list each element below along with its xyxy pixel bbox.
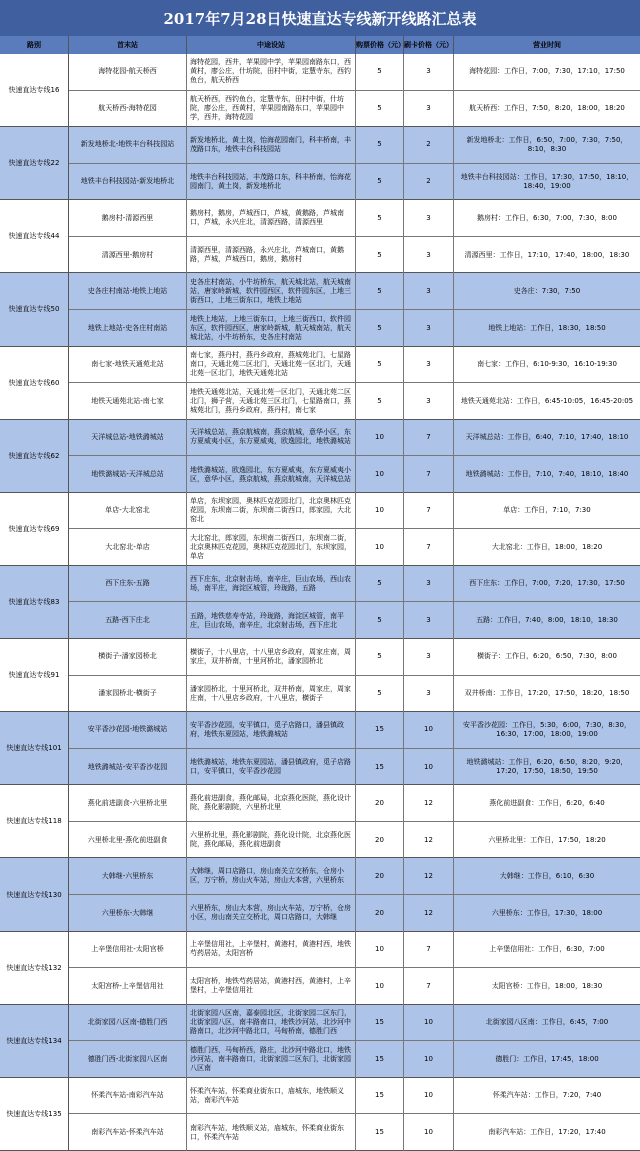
header-stops: 中途设站 (187, 36, 356, 54)
table-row (69, 91, 640, 128)
ticket-price-cell: 5 (356, 310, 404, 347)
ticket-price-cell: 5 (356, 54, 404, 90)
terminals-cell: 地铁天通苑北站-南七家 (69, 383, 187, 420)
card-price-cell: 3 (404, 347, 454, 383)
table-row (69, 493, 640, 530)
card-price-cell: 3 (404, 273, 454, 309)
card-price-cell: 3 (404, 54, 454, 90)
stops-cell: 安平香沙花园，安平镇口，觅子店路口，潘县镇政府，地铁东夏园站，地铁潞城站 (187, 712, 356, 748)
table-row (69, 785, 640, 822)
hours-cell: 德胜门：工作日，17:45，18:00 (495, 1055, 599, 1064)
ticket-price-cell: 20 (356, 822, 404, 859)
hours-cell: 海特花园：工作日，7:00，7:30，17:10，17:50 (469, 67, 625, 76)
ticket-price-cell: 10 (356, 493, 404, 529)
table-row (69, 164, 640, 201)
stops-cell: 六里桥东，房山大本营，房山火车站，万宁桥，仓房小区，房山南关立交桥北，周口店路口，大韩继 (187, 895, 356, 932)
header-route: 路别 (0, 36, 69, 54)
hours-cell: 横街子：工作日，6:20，6:50，7:30，8:00 (477, 652, 617, 661)
hours-cell: 安平香沙花园：工作日，5:30，6:00，7:30，8:30，16:30，17:00，18:00，19:00 (463, 720, 631, 738)
card-price-cell: 12 (404, 858, 454, 894)
route-group (0, 785, 640, 858)
terminals-cell: 安平香沙花园-地铁潞城站 (69, 712, 187, 748)
hours-cell: 清源西里：工作日，17:10，17:40，18:00，18:30 (464, 250, 630, 259)
route-name: 快速直达专线101 (0, 712, 69, 784)
stops-cell: 六里桥北里，燕化影剧院，燕化设计院，北京燕化医院，燕化邮局，燕化前进副食 (187, 822, 356, 859)
table-row (69, 273, 640, 310)
route-name: 快速直达专线134 (0, 1005, 69, 1077)
table-row (69, 639, 640, 676)
ticket-price-cell: 20 (356, 785, 404, 821)
route-group (0, 932, 640, 1005)
route-name: 快速直达专线91 (0, 639, 69, 711)
table-row (69, 456, 640, 493)
route-group (0, 493, 640, 566)
table-row (69, 310, 640, 347)
stops-cell: 上辛堡信用社，上辛堡村，黄港村，黄港村西，地铁芍药居站，太阳宫桥 (187, 932, 356, 968)
stops-cell: 北街家园八区南，嘉泰园北区，北街家园二区东门，北街家园八区，南丰路南口，地铁沙河站，北沙河中路南口，北沙河中路北口，马甸桥南，德胜门西 (187, 1005, 356, 1041)
ticket-price-cell: 5 (356, 383, 404, 420)
ticket-price-cell: 15 (356, 749, 404, 786)
hours-cell: 单店：工作日，7:10，7:30 (503, 506, 591, 515)
route-group (0, 127, 640, 200)
route-name: 快速直达专线135 (0, 1078, 69, 1150)
terminals-cell: 单店-大北窑北 (69, 493, 187, 529)
stops-cell: 清源西里，清源西路，永兴庄北，芦城南口，黄鹅路，芦城，芦城西口，鹅房，鹅房村 (187, 237, 356, 274)
terminals-cell: 怀柔汽车站-南彩汽车站 (69, 1078, 187, 1114)
hours-cell: 地铁天通苑北站：工作日，6:45-10:05，16:45-20:05 (460, 396, 634, 405)
hours-cell: 六里桥北里：工作日，17:50，18:20 (488, 835, 606, 844)
table-row (69, 858, 640, 895)
stops-cell: 潘家园桥北，十里河桥北，双井桥南，周家庄，周家庄南，十八里店乡政府，十八里店，横街子 (187, 676, 356, 713)
terminals-cell: 德胜门西-北街家园八区南 (69, 1041, 187, 1078)
terminals-cell: 大韩继-六里桥东 (69, 858, 187, 894)
hours-cell: 西下庄东：工作日，7:00，7:20，17:30，17:50 (469, 579, 625, 588)
ticket-price-cell: 15 (356, 1078, 404, 1114)
terminals-cell: 地铁潞城站-安平香沙花园 (69, 749, 187, 786)
stops-cell: 大北窑北，郎家园，东坝南二街西口，东坝南二街，北京奥林匹克花园，奥林匹克花园北门，东坝家园，单店 (187, 529, 356, 566)
route-name: 快速直达专线83 (0, 566, 69, 638)
stops-cell: 西下庄东，北京射击场，南辛庄，巨山农场，西山农场，南平庄，海淀区城管，玲珑路，五路 (187, 566, 356, 602)
hours-cell: 地铁上地站：工作日，18:30，18:50 (488, 323, 606, 332)
card-price-cell: 3 (404, 602, 454, 639)
ticket-price-cell: 5 (356, 127, 404, 163)
route-group (0, 566, 640, 639)
stops-cell: 地铁丰台科技园站，丰茂路口东，科丰桥南，怡海花园南门，黄土岗，新发地桥北 (187, 164, 356, 201)
hours-cell: 南彩汽车站：工作日，17:20，17:40 (488, 1128, 606, 1137)
table-row (69, 1005, 640, 1042)
route-name: 快速直达专线130 (0, 858, 69, 930)
route-group (0, 712, 640, 785)
table-row (69, 749, 640, 786)
stops-cell: 史各庄村南站，小牛坊桥东，航天城北站，航天城南站，唐家岭新城，软件园西区，软件园东区，上地三街西口，上地三街东口，地铁上地站 (187, 273, 356, 309)
ticket-price-cell: 5 (356, 602, 404, 639)
hours-cell: 燕化前进副食：工作日，6:20，6:40 (489, 798, 605, 807)
table-row (69, 1114, 640, 1151)
stops-cell: 德胜门西，马甸桥西，路庄，北沙河中路北口，地铁沙河站，南丰路南口，北街家园二区东门，北街家园八区南 (187, 1041, 356, 1078)
route-group (0, 639, 640, 712)
ticket-price-cell: 5 (356, 676, 404, 713)
header-terminals: 首末站 (69, 36, 187, 54)
hours-cell: 鹅房村：工作日，6:30，7:00，7:30，8:00 (477, 213, 617, 222)
card-price-cell: 3 (404, 91, 454, 128)
table-row (69, 529, 640, 566)
route-group (0, 200, 640, 273)
table-row (69, 932, 640, 969)
terminals-cell: 地铁潞城站-天洋城总站 (69, 456, 187, 493)
terminals-cell: 燕化前进副食-六里桥北里 (69, 785, 187, 821)
terminals-cell: 清源西里-鹅房村 (69, 237, 187, 274)
route-name: 快速直达专线50 (0, 273, 69, 345)
ticket-price-cell: 20 (356, 858, 404, 894)
terminals-cell: 史各庄村南站-地铁上地站 (69, 273, 187, 309)
card-price-cell: 3 (404, 639, 454, 675)
terminals-cell: 航天桥西-海特花园 (69, 91, 187, 128)
ticket-price-cell: 10 (356, 932, 404, 968)
hours-cell: 新发地桥北：工作日，6:50，7:00，7:30，7:50，8:10，8:30 (466, 135, 628, 153)
terminals-cell: 北街家园八区南-德胜门西 (69, 1005, 187, 1041)
terminals-cell: 地铁丰台科技园站-新发地桥北 (69, 164, 187, 201)
card-price-cell: 3 (404, 200, 454, 236)
terminals-cell: 西下庄东-五路 (69, 566, 187, 602)
card-price-cell: 7 (404, 456, 454, 493)
card-price-cell: 2 (404, 164, 454, 201)
ticket-price-cell: 5 (356, 273, 404, 309)
hours-cell: 太阳宫桥：工作日，18:00，18:30 (491, 981, 603, 990)
ticket-price-cell: 10 (356, 968, 404, 1005)
table-row (69, 1078, 640, 1115)
card-price-cell: 12 (404, 822, 454, 859)
stops-cell: 怀柔汽车站，怀柔商业街东口，庙城东，地铁顺义站，南彩汽车站 (187, 1078, 356, 1114)
stops-cell: 海特花园，西井，苹果园中学，苹果园南路东口，西黄村，廖公庄，什坊院，田村中街，定慧寺东，西钓鱼台，航天桥西 (187, 54, 356, 90)
table-title: 2017年7月28日快速直达专线新开线路汇总表 (0, 0, 640, 37)
table-row (69, 127, 640, 164)
hours-cell: 北街家园八区南：工作日，6:45，7:00 (485, 1018, 609, 1026)
table-row (69, 566, 640, 603)
ticket-price-cell: 15 (356, 1041, 404, 1078)
table-row (69, 347, 640, 384)
table-row (69, 895, 640, 932)
ticket-price-cell: 10 (356, 456, 404, 493)
ticket-price-cell: 5 (356, 237, 404, 274)
ticket-price-cell: 5 (356, 639, 404, 675)
table-header (0, 36, 640, 54)
ticket-price-cell: 5 (356, 200, 404, 236)
table-row (69, 712, 640, 749)
header-card-price: 刷卡价格（元） (404, 36, 454, 54)
table-row (69, 1041, 640, 1078)
stops-cell: 地铁天通苑北站，天通北苑一区北门，天通北苑二区北门，狮子营，天通北苑三区北门，七星路南口，燕城苑北门，燕丹乡政府，燕丹村，南七家 (187, 383, 356, 420)
hours-cell: 史各庄：7:30，7:50 (513, 286, 581, 295)
table-row (69, 54, 640, 91)
terminals-cell: 鹅房村-清源西里 (69, 200, 187, 236)
hours-cell: 地铁潞城站：工作日，6:20，6:50，8:20，9:20，17:20，17:50，18:50，19:50 (466, 758, 628, 776)
terminals-cell: 地铁上地站-史各庄村南站 (69, 310, 187, 347)
stops-cell: 天洋城总站，燕京航城南，燕京航城，意华小区，东方夏威夷小区，东方夏威夷，欧逸园北，地铁潞城站 (187, 420, 356, 456)
ticket-price-cell: 5 (356, 164, 404, 201)
table-row (69, 383, 640, 420)
ticket-price-cell: 10 (356, 529, 404, 566)
table-row (69, 602, 640, 639)
header-hours: 营业时间 (533, 41, 561, 49)
terminals-cell: 五路-西下庄北 (69, 602, 187, 639)
ticket-price-cell: 15 (356, 1005, 404, 1041)
stops-cell: 大韩继，周口店路口，房山南关立交桥东，仓房小区，万宁桥，房山火车站，房山大本营，六里桥东 (187, 858, 356, 894)
terminals-cell: 海特花园-航天桥西 (69, 54, 187, 90)
route-name: 快速直达专线132 (0, 932, 69, 1004)
ticket-price-cell: 5 (356, 347, 404, 383)
route-name: 快速直达专线22 (0, 127, 69, 199)
card-price-cell: 3 (404, 676, 454, 713)
stops-cell: 燕化前进副食，燕化邮局，北京燕化医院，燕化设计院，燕化影剧院，六里桥北里 (187, 785, 356, 821)
stops-cell: 太阳宫桥，地铁芍药居站，黄港村西，黄港村，上辛堡村，上辛堡信用社 (187, 968, 356, 1005)
route-group (0, 858, 640, 931)
route-name: 快速直达专线44 (0, 200, 69, 272)
terminals-cell: 新发地桥北-地铁丰台科技园站 (69, 127, 187, 163)
card-price-cell: 7 (404, 968, 454, 1005)
ticket-price-cell: 5 (356, 566, 404, 602)
stops-cell: 地铁潞城站，欧逸园北，东方夏威夷，东方夏威夷小区，意华小区，燕京航城，燕京航城南，天洋城总站 (187, 456, 356, 493)
hours-cell: 六里桥东：工作日，17:30，18:00 (491, 908, 603, 917)
stops-cell: 新发地桥北，黄土岗，怡海花园南门，科丰桥南，丰茂路口东，地铁丰台科技园站 (187, 127, 356, 163)
card-price-cell: 10 (404, 1041, 454, 1078)
terminals-cell: 天洋城总站-地铁潞城站 (69, 420, 187, 456)
hours-cell: 地铁潞城站：工作日，7:10，7:40，18:10，18:40 (465, 470, 629, 478)
table-row (69, 822, 640, 859)
stops-cell: 单店，东坝家园，奥林匹克花园北门，北京奥林匹克花园，东坝南二街，东坝南二街西口，郎家园，大北窑北 (187, 493, 356, 529)
stops-cell: 地铁上地站，上地三街东口，上地三街西口，软件园东区，软件园西区，唐家岭新城，航天城南站，航天城北站，小牛坊桥东，史各庄村南站 (187, 310, 356, 347)
table-row (69, 237, 640, 274)
card-price-cell: 2 (404, 127, 454, 163)
hours-cell: 航天桥西：工作日，7:50，8:20，18:00，18:20 (469, 104, 625, 113)
card-price-cell: 3 (404, 383, 454, 420)
stops-cell: 地铁潞城站，地铁东夏园站，潘县镇政府，觅子店路口，安平镇口，安平香沙花园 (187, 749, 356, 786)
card-price-cell: 10 (404, 749, 454, 786)
terminals-cell: 横街子-潘家园桥北 (69, 639, 187, 675)
stops-cell: 南彩汽车站，地铁顺义站，庙城东，怀柔商业街东口，怀柔汽车站 (187, 1114, 356, 1151)
route-name: 快速直达专线118 (0, 785, 69, 857)
card-price-cell: 7 (404, 529, 454, 566)
route-name: 快速直达专线60 (0, 347, 69, 419)
terminals-cell: 潘家园桥北-横街子 (69, 676, 187, 713)
table-row (69, 968, 640, 1005)
route-group (0, 1005, 640, 1078)
hours-cell: 地铁丰台科技园站：工作日，17:30，17:50，18:10，18:40，19:00 (460, 172, 634, 190)
terminals-cell: 大北窑北-单店 (69, 529, 187, 566)
header-ticket-price: 购票价格（元） (356, 36, 404, 54)
hours-cell: 天洋城总站：工作日，6:40，7:10，17:40，18:10 (465, 432, 629, 441)
table-row (69, 676, 640, 713)
route-group (0, 54, 640, 127)
ticket-price-cell: 20 (356, 895, 404, 932)
card-price-cell: 10 (404, 1078, 454, 1114)
stops-cell: 航天桥西，西钓鱼台，定慧寺东，田村中街，什坊院，廖公庄，西黄村，苹果园南路东口，苹果园中学，西井，海特花园 (187, 91, 356, 128)
hours-cell: 大韩继：工作日，6:10，6:30 (499, 871, 595, 880)
ticket-price-cell: 15 (356, 1114, 404, 1151)
ticket-price-cell: 5 (356, 91, 404, 128)
card-price-cell: 10 (404, 1114, 454, 1151)
ticket-price-cell: 10 (356, 420, 404, 456)
terminals-cell: 六里桥北里-燕化前进副食 (69, 822, 187, 859)
terminals-cell: 六里桥东-大韩继 (69, 895, 187, 932)
stops-cell: 五路，地铁慈寿寺站，玲珑路，海淀区城管，南平庄，巨山农场，南辛庄，北京射击场，西下庄北 (187, 602, 356, 639)
stops-cell: 南七家，燕丹村，燕丹乡政府，燕城苑北门，七星路南口，天通北苑二区北门，天通北苑一区北门，天通北苑一区北门，地铁天通苑北站 (187, 347, 356, 383)
hours-cell: 五路：工作日，7:40，8:00，18:10，18:30 (476, 616, 618, 625)
card-price-cell: 12 (404, 785, 454, 821)
card-price-cell: 12 (404, 895, 454, 932)
terminals-cell: 南彩汽车站-怀柔汽车站 (69, 1114, 187, 1151)
route-group (0, 420, 640, 493)
card-price-cell: 3 (404, 310, 454, 347)
card-price-cell: 10 (404, 712, 454, 748)
table-row (69, 200, 640, 237)
stops-cell: 横街子，十八里店，十八里店乡政府，周家庄南，周家庄，双井桥南，十里河桥北，潘家园桥北 (187, 639, 356, 675)
card-price-cell: 7 (404, 493, 454, 529)
route-group (0, 347, 640, 420)
route-name: 快速直达专线16 (0, 54, 69, 126)
hours-cell: 南七家：工作日，6:10-9:30，16:10-19:30 (477, 359, 617, 368)
terminals-cell: 上辛堡信用社-太阳宫桥 (69, 932, 187, 968)
card-price-cell: 7 (404, 932, 454, 968)
route-name: 快速直达专线69 (0, 493, 69, 565)
terminals-cell: 南七家-地铁天通苑北站 (69, 347, 187, 383)
hours-cell: 怀柔汽车站：工作日，7:20，7:40 (492, 1091, 602, 1100)
route-group (0, 1078, 640, 1151)
stops-cell: 鹅房村，鹅房，芦城西口，芦城，黄鹅路，芦城南口，芦城，永兴庄北，清源西路，清源西里 (187, 200, 356, 236)
table-row (69, 420, 640, 457)
hours-cell: 上辛堡信用社：工作日，6:30，7:00 (489, 944, 605, 953)
route-group (0, 273, 640, 346)
hours-cell: 大北窑北：工作日，18:00，18:20 (491, 543, 603, 552)
terminals-cell: 太阳宫桥-上辛堡信用社 (69, 968, 187, 1005)
hours-cell: 双井桥南：工作日，17:20，17:50，18:20，18:50 (464, 689, 630, 698)
card-price-cell: 3 (404, 237, 454, 274)
card-price-cell: 7 (404, 420, 454, 456)
route-name: 快速直达专线62 (0, 420, 69, 492)
ticket-price-cell: 15 (356, 712, 404, 748)
card-price-cell: 10 (404, 1005, 454, 1041)
card-price-cell: 3 (404, 566, 454, 602)
